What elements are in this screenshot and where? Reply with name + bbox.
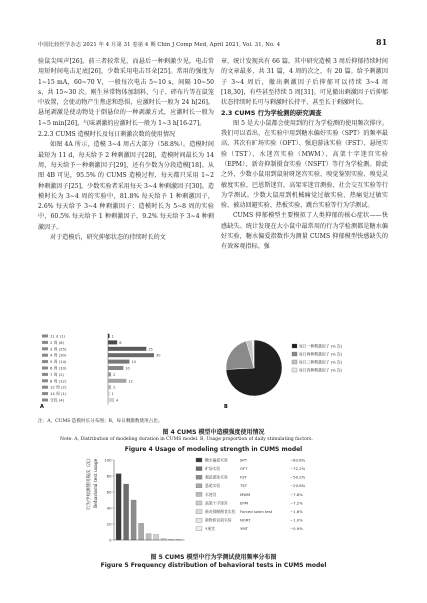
fig4a-value-label: 25 (148, 347, 153, 352)
fig5-legend-label-cn: 高架十字迷宫 (205, 500, 228, 506)
fig4a-legend-swatch (42, 341, 48, 344)
fig5-legend-swatch (196, 475, 202, 479)
figure-4-caption-en: Figure 4 Usage of modeling strength in CUMS model (124, 446, 303, 453)
figure-4a-legend (42, 334, 67, 403)
fig4a-bar (108, 347, 146, 351)
fig5-legend-label-en: NORT (240, 517, 251, 523)
fig4a-bar (108, 334, 110, 338)
fig4a-legend-swatch (42, 360, 48, 363)
paragraph: 对于造模后，研究抑郁状态的持续时长的文 (50, 234, 166, 242)
figure-5-ylabel (86, 456, 92, 510)
fig4b-panel-label: B (224, 404, 228, 410)
figure-4-note: 注：A，CUMS 造模时长分布图；B，每日剩激数使用占比。 (38, 419, 163, 424)
fig4b-legend-swatch (292, 344, 297, 348)
fig5-legend-label-en: Forced swim test (240, 509, 273, 514)
fig4b-legend-swatch (292, 368, 297, 372)
fig5-legend-label-cn: 糖水偏爱实验 (205, 457, 228, 463)
fig4a-legend-label: 5 周 (14) (50, 359, 67, 365)
fig4a-bar (108, 385, 111, 389)
page-number: 81 (376, 37, 388, 47)
running-header: 中国比较医学杂志 2021 年 4 月第 31 卷第 4 期 Chin J Comp Med, April 2021, Vol. 31, No. 4 (38, 42, 281, 48)
fig4a-value-label: 6 (119, 340, 122, 345)
fig4a-legend-label: 8 周 (12) (50, 378, 67, 384)
fig5-legend-percent: ~1.6% (290, 509, 303, 514)
fig4a-bar (108, 360, 129, 364)
fig4a-legend-label: 7 周 (2) (50, 371, 65, 377)
fig4a-bar (108, 392, 110, 396)
paragraph: 章，统计发现共有 66 篇。其中研究造模 3 周后抑郁持续时间的文章最多，共 31 篇，4 周的次之，有 20 篇。给予剩激因子 3~4 周后，撤出剩激因子后抑郁可以持续 3~4 周[18,30]，有些甚至持续 5 周[31]。可见撤出剩激因子后抑郁状态持续时长可与剩激时长持平，甚至长于剩激时长。 (221, 58, 388, 107)
fig5-legend-label-cn: 悬尾实验 (205, 483, 221, 489)
fig5-legend-label-en: TST (240, 483, 248, 489)
fig4a-bar (108, 340, 117, 344)
fig4a-value-label: 14 (131, 360, 136, 365)
fig5-legend-label-en: EPM (240, 500, 248, 506)
fig4a-legend-label: 分段 (4) (50, 397, 65, 403)
fig4a-value-label: 2 (113, 385, 116, 390)
figure-5-caption-cn: 图 5 CUMS 模型中行为学测试使用频率分布图 (150, 554, 277, 561)
fig5-legend-label-en: OFT (240, 466, 248, 471)
fig5-legend-percent: ~83.8% (290, 457, 306, 463)
fig5-y-tick-label: 80 (106, 473, 112, 479)
fig4b-legend-label: 每日三种剩激因子 (% 次) (299, 359, 343, 365)
fig4a-bar (108, 379, 126, 383)
fig5-y-tick-label: 60 (106, 489, 112, 495)
fig5-legend-swatch (196, 510, 202, 514)
fig4a-value-label: 2 (113, 372, 116, 377)
fig5-y-tick-label: 40 (106, 505, 112, 511)
fig5-legend-label-cn: Y迷宫 (205, 526, 215, 532)
figure-4-caption-en-note: Note. A, Distribution of modeling duration in CUMS model. B, Usage proportion of daily stimulating factors. (60, 437, 313, 442)
fig4a-legend-swatch (42, 367, 48, 370)
fig5-y-tick-label: 20 (106, 521, 112, 527)
fig4a-legend-label: 11 d (1) (50, 333, 66, 339)
fig5-bar (124, 484, 129, 540)
section-heading: 2.3 CUMS 行为学检测的研究调查 (221, 109, 322, 118)
fig4a-value-label: 30 (156, 353, 161, 358)
left-column (38, 57, 214, 243)
fig5-legend-swatch (196, 492, 202, 496)
fig4a-value-label: 12 (128, 379, 133, 384)
section-heading: 2.2.3 CUMS 造模时长及每日剩激次数的使用情况 (38, 131, 176, 139)
fig5-bar (154, 534, 159, 540)
fig5-legend-label-cn: 强迫游泳实验 (205, 474, 228, 480)
fig4a-legend-label: 6 周 (10) (50, 365, 67, 371)
fig4a-legend-label: 3 周 (25) (50, 346, 67, 352)
fig4b-legend-label: 每日两种剩激因子 (% 次) (299, 351, 343, 357)
fig4a-legend-label: 12 周 (2) (50, 384, 67, 390)
figure-5-ylabel-cn: 行为学检测使用频次（次） (87, 456, 92, 510)
fig5-legend-percent: ~7.2% (290, 500, 303, 506)
figure-4-charts (38, 330, 390, 410)
fig5-bar (116, 474, 121, 540)
paragraph: 图 5 是大小鼠都会使用到的行为学检测的使用频次排序。我们可以看出，在实验中用到糖水偏好实验（SPT）的频率最高，其次有旷场实验（OFT）、强迫游泳实验（FST）、悬尾实验（TST）、水迷宫实验（MWM）、高架十字迷宫实验（EPM）、新奇抑制摄食实验（NSFT）等行为学检测。除此之外，少数小鼠用到鼠射呀迷宫实验、嗅觉鉴别实验、嗅觉灵敏度实验、巴恩斯迷宫、高架零迷宫测验、社会交互实验等行为学测试。少数大鼠用到机械痛觉过敏实验、热痛觉过敏实验、被动回避实验、热板实验、跳台实验等行为学测试。 (221, 119, 388, 210)
fig5-legend-percent: ~72.2% (290, 466, 306, 471)
paragraph: 验鼠尖叫声[26]。前三者较常见，而悬后一种剩激少见。电击常用短时间电击足底[26]，少数采用电击耳朵[25]。常用的强度为 1~15 mA，60~70 V，一般每次电击 5~10 s，间隔 10~50 s，共 15~30 次。刚生异常物体加制料、勺子、碎布片等在鼠笼中放置，会使动物产生焦虑和恐惧，应激时长一般为 24 h[26]。悬尾剥激是使动物处于倒悬位的一种剥激方式，应激时长一般为 1~5 min[26]。气味剥激的应激时长一般为 1~3 h[16-27]。 (38, 58, 214, 127)
figure-4b-legend (292, 344, 343, 373)
fig4b-legend-label: 每日一种剩激因子 (% 次) (299, 343, 343, 349)
fig4a-legend-swatch (42, 386, 48, 389)
fig5-legend-swatch (196, 518, 202, 522)
fig4a-value-label: 10 (125, 366, 130, 371)
fig5-legend-swatch (196, 501, 202, 505)
fig4a-legend-label: 4 周 (30) (50, 352, 67, 358)
fig5-bar (146, 534, 151, 540)
fig5-legend-percent: ~50.2% (290, 474, 306, 480)
fig5-legend-swatch (196, 458, 202, 462)
fig5-legend-label-en: MWM (240, 491, 251, 497)
fig5-legend-percent: ~20.8% (290, 483, 306, 489)
figure-5-ylabel-en: Behavioral test usage (94, 458, 99, 508)
fig4a-legend-swatch (42, 347, 48, 350)
fig4a-panel-label: A (40, 404, 44, 410)
fig4a-legend-swatch (42, 399, 48, 402)
fig4a-legend-label: 14 周 (1) (50, 391, 67, 397)
fig4a-legend-swatch (42, 392, 48, 395)
figure-4-caption-cn: 图 4 CUMS 模型中造模强度使用情况 (162, 429, 265, 436)
fig4a-legend-swatch (42, 335, 48, 338)
fig4a-bar (108, 372, 111, 376)
figure-4b-pie-chart (224, 340, 282, 410)
fig5-legend-swatch (196, 467, 202, 471)
fig5-legend-percent: ~1.0% (290, 517, 303, 523)
fig4b-legend-label: 每日四种剩激因子 (% 次) (299, 367, 343, 373)
fig5-bar (131, 500, 136, 540)
fig4a-value-label: 1 (111, 392, 114, 397)
figure-5-legend (196, 457, 306, 531)
fig5-legend-label-cn: 旷场实验 (205, 466, 221, 471)
fig5-legend-percent: ~0.9% (290, 526, 303, 532)
fig4a-bar (108, 353, 154, 357)
fig5-legend-label-en: FST (240, 474, 247, 480)
fig4a-legend-swatch (42, 354, 48, 357)
fig5-bar (139, 523, 144, 540)
fig4a-legend-label: 2 周 (6) (50, 339, 65, 345)
right-column (221, 57, 388, 253)
fig4a-bar (108, 398, 114, 402)
fig5-legend-label-cn: 水迷宫 (205, 491, 217, 497)
paragraph: CUMS 抑郁模型主要模拟了人类抑郁的核心症状——快感缺失。统计发现在大小鼠中最常用的行为学检测都是糖水偏好实验，糖水偏爱指数作为测量 CUMS 抑郁模型快感缺失的有效客观指标。强 (221, 212, 388, 251)
paragraph: 如图 4A 所示，造模 3~4 周占大部分（58.8%）。造模时间最短为 11 d，每天给予 2 种剩激因子[28]，造模时间最长为 14 周，每天给予一种剩激因子[29]，还有少数为分段造模[18]。从图 4B 可见，95.5% 的 CUMS 造模过程，每天都只采用 1~2 种剩激因子[25]，少数实验者采用每天 3~4 种剩激因子[30]。造模时长为 3~4 周的实验中，81.8% 每天给予 1 种剩激因子，2.6% 每天给予 3~4 种剩激因子；造模时长为 5~8 周的实验中，60.5% 每天给予 1 种剩激因子，9.2% 每天给予 3~4 种剩激因子。 (38, 141, 214, 231)
fig4a-legend-swatch (42, 379, 48, 382)
fig5-legend-percent: ~7.8% (290, 491, 303, 497)
fig5-legend-label-en: YMT (240, 526, 248, 532)
figure-5-caption-en: Figure 5 Frequency distribution of behavioral tests in CUMS model (100, 562, 327, 569)
fig5-legend-label-cn: 新物体识别实验 (205, 517, 232, 523)
fig4a-bar (108, 366, 123, 370)
fig5-y-tick-label: 0 (109, 537, 112, 543)
fig5-y-tick-label: 100 (104, 457, 112, 463)
fig4b-legend-swatch (292, 360, 297, 364)
fig5-legend-label-cn: 新奇抑制摄食实验 (205, 509, 236, 514)
figure-5-bar-chart (100, 452, 330, 548)
fig4b-legend-swatch (292, 352, 297, 356)
fig5-legend-label-en: SPT (240, 457, 248, 463)
fig4a-value-label: 1 (111, 334, 114, 339)
fig5-legend-swatch (196, 527, 202, 531)
fig4a-legend-swatch (42, 373, 48, 376)
fig5-legend-swatch (196, 484, 202, 488)
fig4a-value-label: 4 (116, 398, 119, 403)
figure-5-bars (116, 474, 181, 540)
